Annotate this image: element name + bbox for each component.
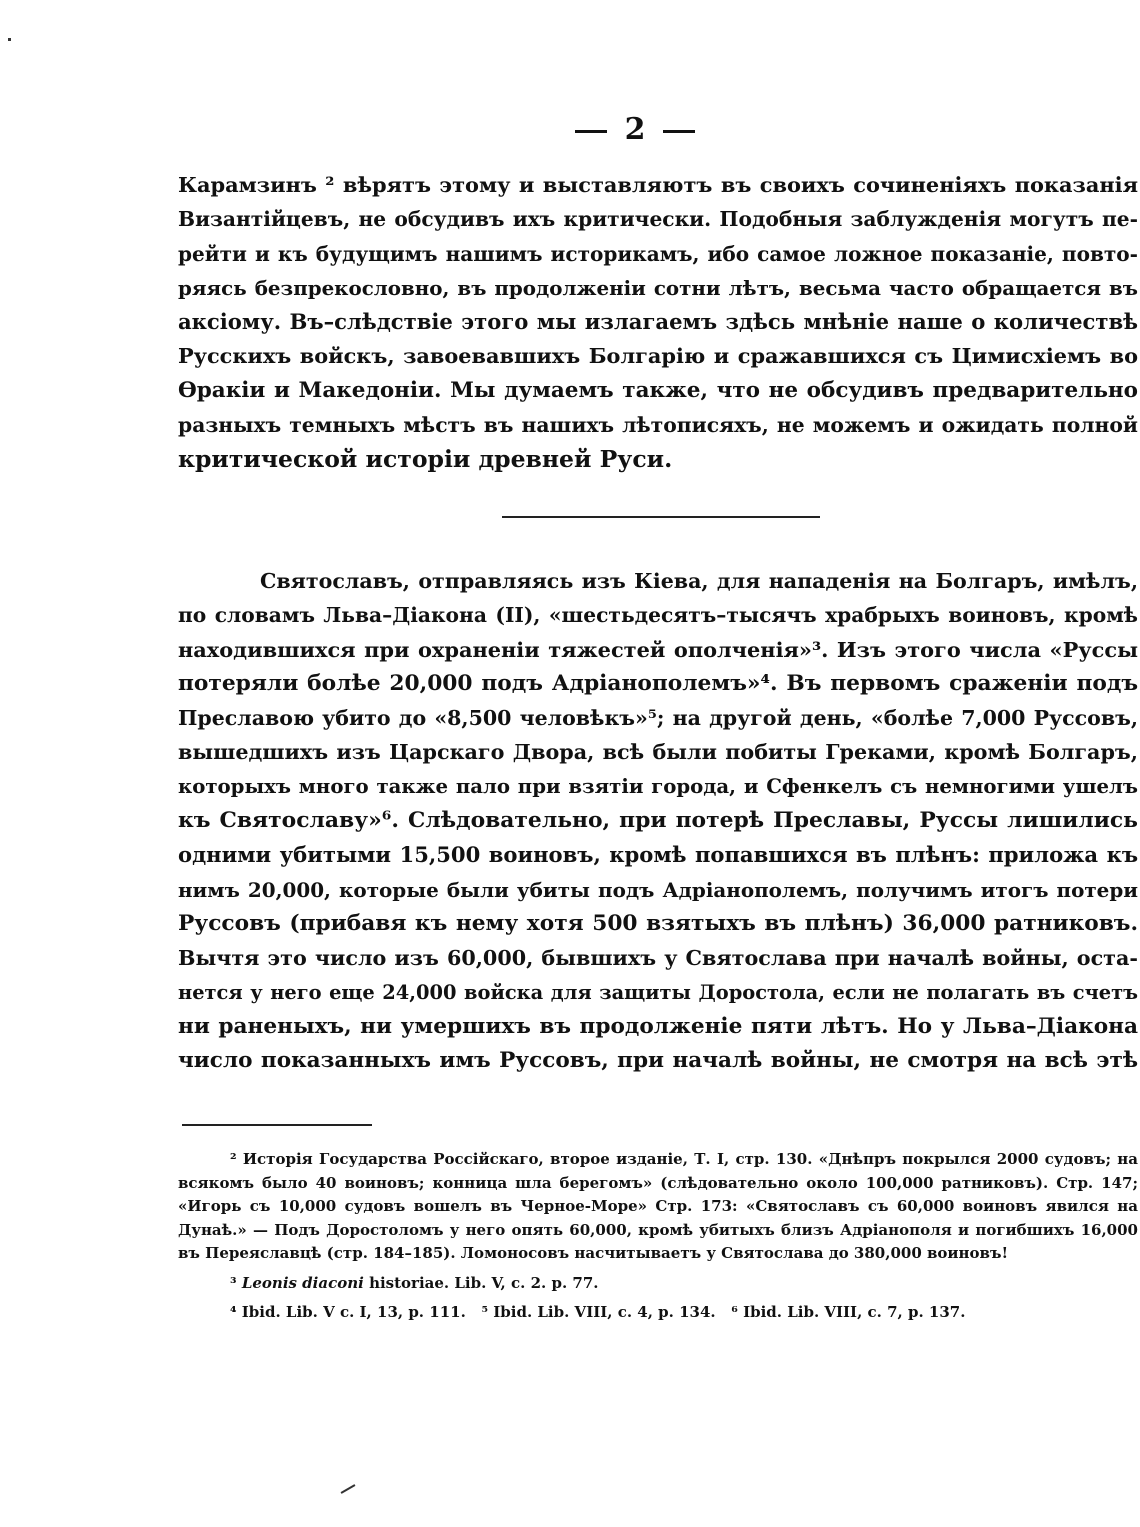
text-line: къ Святославу»⁶. Слѣдовательно, при потерѣ Преславы, Руссы лишились bbox=[178, 808, 1138, 834]
paragraph-main bbox=[178, 564, 1138, 1078]
footnote-3 bbox=[178, 1272, 1138, 1296]
text-line: нется у него еще 24,000 войска для защиты Доростола, если не полагать въ счетъ bbox=[178, 980, 1138, 1004]
text-line: разныхъ темныхъ мѣстъ въ нашихъ лѣтописяхъ, не можемъ и ожидать полной bbox=[178, 413, 1138, 438]
scan-speck bbox=[8, 38, 11, 41]
text-line: потеряли болѣе 20,000 подъ Адріанополемъ»⁴. Въ первомъ сраженіи подъ bbox=[178, 670, 1138, 696]
text-line: Руссовъ (прибавя къ нему хотя 500 взятыхъ въ плѣнъ) 36,000 ратниковъ. bbox=[178, 910, 1138, 936]
text-line: Вычтя это число изъ 60,000, бывшихъ у Святослава при началѣ войны, оста- bbox=[178, 946, 1138, 971]
page-number-dash-left bbox=[575, 130, 607, 133]
text-line: одними убитыми 15,500 воиновъ, кромѣ попавшихся въ плѣнъ: приложа къ bbox=[178, 842, 1138, 868]
footnote-3-marker: ³ bbox=[230, 1273, 237, 1292]
text-line: Византійцевъ, не обсудивъ ихъ критически. Подобныя заблужденія могутъ пе- bbox=[178, 207, 1138, 232]
text-line: Святославъ, отправляясь изъ Кіева, для нападенія на Болгаръ, имѣлъ, bbox=[260, 569, 1138, 593]
text-line: нимъ 20,000, которые были убиты подъ Адріанополемъ, получимъ итогъ потери bbox=[178, 877, 1138, 902]
section-divider bbox=[502, 516, 820, 518]
page-number-dash-right bbox=[663, 130, 695, 133]
scan-speck bbox=[341, 1484, 356, 1494]
text-line: находившихся при охраненіи тяжестей ополченія»³. Изъ этого числа «Руссы bbox=[178, 636, 1138, 662]
footnote-3-ref: historiae. Lib. V, c. 2. p. 77. bbox=[369, 1273, 599, 1292]
paragraph-continuation bbox=[178, 168, 1138, 477]
footnote-rule bbox=[182, 1124, 372, 1126]
footnote-line: ² Исторія Государства Россійскаго, второе изданіе, Т. I, стр. 130. «Днѣпръ покрылся 2000 судовъ; на bbox=[230, 1150, 1138, 1168]
text-line: рейти и къ будущимъ нашимъ историкамъ, ибо самое ложное показаніе, повто- bbox=[178, 241, 1138, 266]
text-line: аксіому. Въ–слѣдствіе этого мы излагаемъ здѣсь мнѣніе наше о количествѣ bbox=[178, 309, 1138, 335]
footnote-line: «Игорь съ 10,000 судовъ вошелъ въ Черное-Море» Стр. 173: «Святославъ съ 60,000 воиновъ явился на bbox=[178, 1197, 1138, 1215]
footnote-line: всякомъ было 40 воиновъ; конница шла берегомъ» (слѣдовательно около 100,000 ратниковъ). Стр. 147; bbox=[178, 1173, 1138, 1192]
footnote-line: Дунаѣ.» — Подъ Доростоломъ у него опять 60,000, кромѣ убитыхъ близъ Адріанополя и погибшихъ 16,000 bbox=[178, 1220, 1138, 1239]
text-line: ряясь безпрекословно, въ продолженіи сотни лѣтъ, весьма часто обращается въ bbox=[178, 275, 1138, 300]
page-number-text: 2 bbox=[624, 112, 646, 147]
text-line: вышедшихъ изъ Царскаго Двора, всѣ были побиты Греками, кромѣ Болгаръ, bbox=[178, 740, 1138, 765]
page-number bbox=[0, 112, 1140, 147]
footnote-line: въ Переяславцѣ (стр. 184–185). Ломоносовъ насчитываетъ у Святослава до 380,000 воиновъ! bbox=[178, 1244, 1009, 1262]
footnote-3-author: Leonis diaconi bbox=[241, 1273, 364, 1292]
text-line: число показанныхъ имъ Руссовъ, при началѣ войны, не смотря на всѣ этѣ bbox=[178, 1048, 1138, 1074]
text-line: Преславою убито до «8,500 человѣкъ»⁵; на другой день, «болѣе 7,000 Руссовъ, bbox=[178, 706, 1138, 731]
text-line: Русскихъ войскъ, завоевавшихъ Болгарію и сражавшихся съ Цимисхіемъ во bbox=[178, 343, 1138, 369]
text-line: по словамъ Льва–Діакона (II), «шестьдесятъ–тысячъ храбрыхъ воиновъ, кромѣ bbox=[178, 603, 1138, 628]
text-line: Ѳракіи и Македоніи. Мы думаемъ также, что не обсудивъ предварительно bbox=[178, 377, 1138, 403]
footnote-4-5-6: ⁴ Ibid. Lib. V c. I, 13, p. 111. ⁵ Ibid. Lib. VIII, c. 4, p. 134. ⁶ Ibid. Lib. VIII, c. 7, p. 137. bbox=[230, 1303, 966, 1321]
footnotes bbox=[178, 1148, 1138, 1325]
text-line: критической исторіи древней Руси. bbox=[178, 445, 673, 474]
text-line: ни раненыхъ, ни умершихъ въ продолженіе пяти лѣтъ. Но у Льва–Діакона bbox=[178, 1013, 1138, 1039]
text-line: Карамзинъ ² вѣрятъ этому и выставляютъ въ своихъ сочиненіяхъ показанія bbox=[178, 172, 1138, 197]
text-line: которыхъ много также пало при взятіи города, и Сфенкелъ съ немногими ушелъ bbox=[178, 774, 1138, 798]
